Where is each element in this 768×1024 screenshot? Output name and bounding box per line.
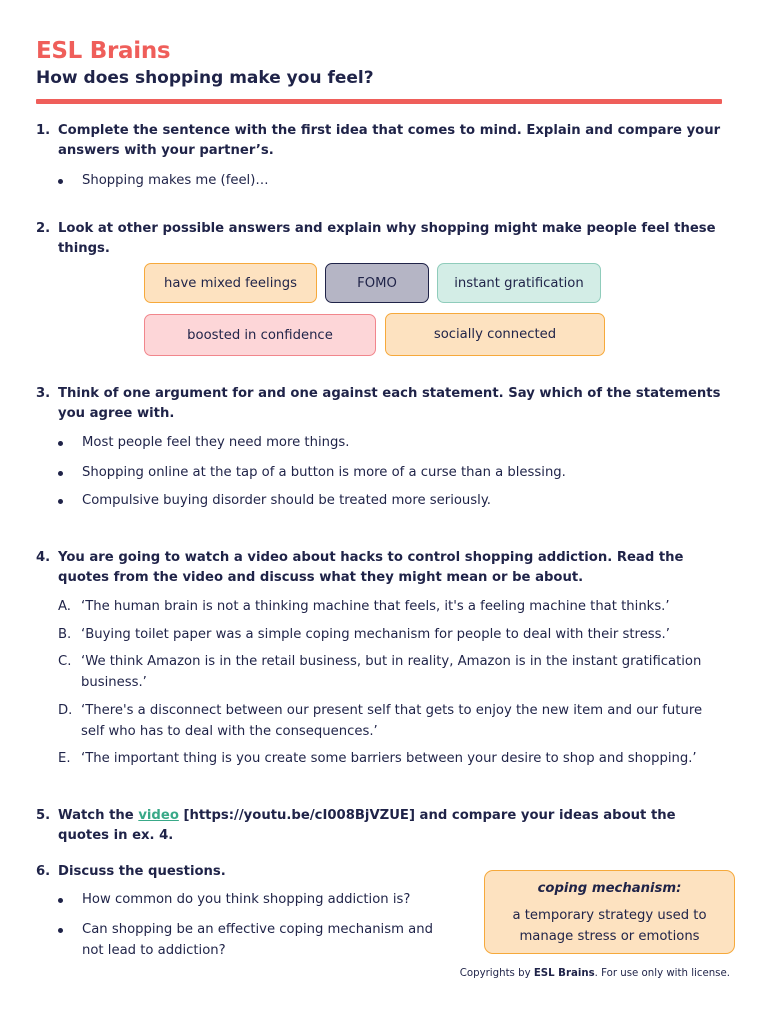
video-link[interactable]: video <box>138 808 179 823</box>
quote-item <box>58 749 722 770</box>
footer-suffix: . For use only with license. <box>594 968 730 979</box>
vocabulary-definition: a temporary strategy used to manage stress or emotions <box>512 908 707 944</box>
list-item-text: Compulsive buying disorder should be treated more seriously. <box>82 493 491 508</box>
question-4 <box>36 548 726 588</box>
quote-letter: E. <box>58 751 71 766</box>
question-number: 4. <box>36 550 51 565</box>
list-item <box>58 920 458 961</box>
list-item-text: Most people feel they need more things. <box>82 435 350 450</box>
question-text-start: Watch the <box>58 808 139 823</box>
quote-text: ‘There's a disconnect between our present self that gets to enjoy the new item and our future self who has to deal with the consequences.’ <box>81 703 703 739</box>
vocabulary-box <box>484 870 735 954</box>
bullet-icon <box>58 928 63 933</box>
question-2 <box>36 219 726 259</box>
answer-chip: FOMO <box>325 263 429 303</box>
list-item <box>58 890 478 911</box>
question-text <box>58 806 726 846</box>
quote-letter: C. <box>58 654 72 669</box>
quote-item <box>58 597 722 618</box>
question-number: 1. <box>36 123 51 138</box>
copyright-footer <box>460 968 730 979</box>
brand-logo: ESL Brains <box>36 38 171 64</box>
header-divider <box>36 99 722 104</box>
bullet-icon <box>58 179 63 184</box>
question-number: 2. <box>36 221 51 236</box>
question-text: You are going to watch a video about hacks to control shopping addiction. Read the quotes from the video and discuss what they might mean or be about. <box>58 550 684 585</box>
quote-text: ‘The human brain is not a thinking machine that feels, it's a feeling machine that thinks.’ <box>81 599 670 614</box>
quote-text: ‘We think Amazon is in the retail business, but in reality, Amazon is in the instant gratification business.’ <box>81 654 702 690</box>
quote-item <box>58 701 722 742</box>
question-6 <box>36 862 456 882</box>
quote-letter: A. <box>58 599 71 614</box>
question-3 <box>36 384 726 424</box>
answer-chip: boosted in confidence <box>144 314 376 356</box>
question-text: Look at other possible answers and explain why shopping might make people feel these things. <box>58 221 716 256</box>
answer-chip: have mixed feelings <box>144 263 317 303</box>
question-5 <box>36 806 726 846</box>
footer-prefix: Copyrights by <box>459 968 534 979</box>
quote-letter: D. <box>58 703 73 718</box>
quote-item <box>58 625 722 646</box>
question-1 <box>36 121 726 161</box>
vocabulary-term: coping mechanism: <box>537 881 682 896</box>
footer-brand: ESL Brains <box>533 968 595 979</box>
question-number: 3. <box>36 386 51 401</box>
question-text: Discuss the questions. <box>58 864 226 879</box>
list-item <box>58 433 718 454</box>
question-text: Complete the sentence with the first idea that comes to mind. Explain and compare your answers with your partner’s. <box>58 123 721 158</box>
list-item <box>58 463 718 484</box>
question-number: 5. <box>36 808 51 823</box>
page-title: How does shopping make you feel? <box>36 68 374 88</box>
bullet-icon <box>58 441 63 446</box>
answer-chip: socially connected <box>385 313 605 356</box>
list-item-text: Shopping makes me (feel)… <box>82 173 269 188</box>
list-item <box>58 491 718 512</box>
list-item <box>58 171 478 192</box>
quote-letter: B. <box>58 627 72 642</box>
quote-text: ‘The important thing is you create some barriers between your desire to shop and shopping.’ <box>81 751 697 766</box>
question-number: 6. <box>36 864 51 879</box>
bullet-icon <box>58 499 63 504</box>
quote-item <box>58 652 722 693</box>
answer-chip: instant gratification <box>437 263 601 303</box>
quote-text: ‘Buying toilet paper was a simple coping mechanism for people to deal with their stress.’ <box>81 627 670 642</box>
list-item-text: How common do you think shopping addiction is? <box>82 892 411 907</box>
list-item-text: Shopping online at the tap of a button is more of a curse than a blessing. <box>82 465 566 480</box>
bullet-icon <box>58 898 63 903</box>
question-text-end: [https://youtu.be/cI008BjVZUE] and compare your ideas about the quotes in ex. 4. <box>58 808 676 843</box>
list-item-text: Can shopping be an effective coping mechanism and not lead to addiction? <box>82 922 433 958</box>
question-text: Think of one argument for and one against each statement. Say which of the statements you agree with. <box>58 386 721 421</box>
bullet-icon <box>58 471 63 476</box>
